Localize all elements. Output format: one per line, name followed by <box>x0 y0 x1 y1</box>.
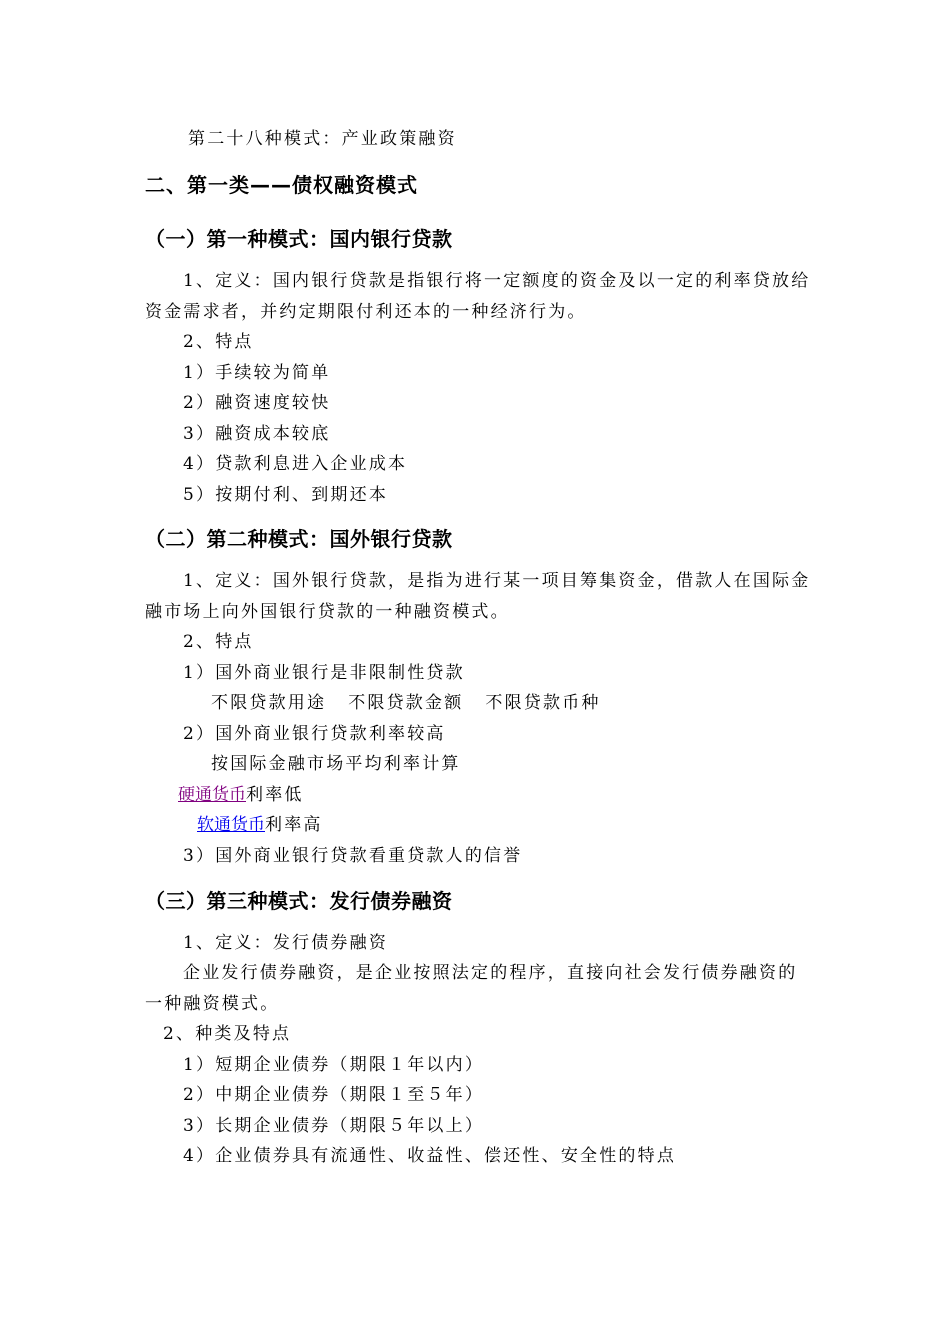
heading-bond-financing: （三）第三种模式：发行债券融资 <box>145 889 453 913</box>
list-item: 3）融资成本较底 <box>183 424 331 444</box>
features-label: 2、特点 <box>183 632 254 652</box>
list-item: 4）企业债券具有流通性、收益性、偿还性、安全性的特点 <box>183 1146 677 1166</box>
list-item: 5）按期付利、到期还本 <box>183 485 389 505</box>
sub-item-row <box>211 692 601 714</box>
sub-item: 不限贷款用途 <box>211 693 327 713</box>
list-item: 1）国外商业银行是非限制性贷款 <box>183 663 465 683</box>
definition-line-1: 企业发行债券融资，是企业按照法定的程序，直接向社会发行债券融资的 <box>183 963 798 983</box>
definition-line-2: 资金需求者，并约定期限付利还本的一种经济行为。 <box>145 302 587 322</box>
list-item: 2）国外商业银行贷款利率较高 <box>183 724 446 744</box>
heading-domestic-bank-loan: （一）第一种模式：国内银行贷款 <box>145 227 453 251</box>
list-item: 1）手续较为简单 <box>183 363 331 383</box>
definition-label: 1、定义：发行债券融资 <box>183 933 389 953</box>
hard-currency-link[interactable]: 硬通货币 <box>178 785 246 805</box>
soft-currency-row <box>197 814 323 836</box>
list-item: 2）中期企业债券（期限１至５年） <box>183 1085 485 1105</box>
soft-currency-link[interactable]: 软通货币 <box>197 815 265 835</box>
hard-currency-row <box>178 784 304 806</box>
list-item: 2）融资速度较快 <box>183 393 331 413</box>
features-label: 2、特点 <box>183 332 254 352</box>
definition-line-1: 1、定义：国内银行贷款是指银行将一定额度的资金及以一定的利率贷放给 <box>183 271 811 291</box>
list-item: 3）国外商业银行贷款看重贷款人的信誉 <box>183 846 523 866</box>
types-label: 2、种类及特点 <box>163 1024 292 1044</box>
list-item: 4）贷款利息进入企业成本 <box>183 454 408 474</box>
heading-foreign-bank-loan: （二）第二种模式：国外银行贷款 <box>145 527 453 551</box>
definition-line-1: 1、定义：国外银行贷款，是指为进行某一项目筹集资金，借款人在国际金 <box>183 571 811 591</box>
sub-item: 按国际金融市场平均利率计算 <box>211 754 461 774</box>
definition-line-2: 一种融资模式。 <box>145 994 280 1014</box>
list-item: 1）短期企业债券（期限１年以内） <box>183 1055 485 1075</box>
section-title: 二、第一类——债权融资模式 <box>145 173 418 197</box>
definition-line-2: 融市场上向外国银行贷款的一种融资模式。 <box>145 602 510 622</box>
sub-item: 不限贷款币种 <box>485 693 601 713</box>
sub-item: 不限贷款金额 <box>348 693 464 713</box>
soft-currency-text: 利率高 <box>265 815 323 835</box>
intro-line: 第二十八种模式：产业政策融资 <box>188 129 457 149</box>
list-item: 3）长期企业债券（期限５年以上） <box>183 1116 485 1136</box>
hard-currency-text: 利率低 <box>246 785 304 805</box>
